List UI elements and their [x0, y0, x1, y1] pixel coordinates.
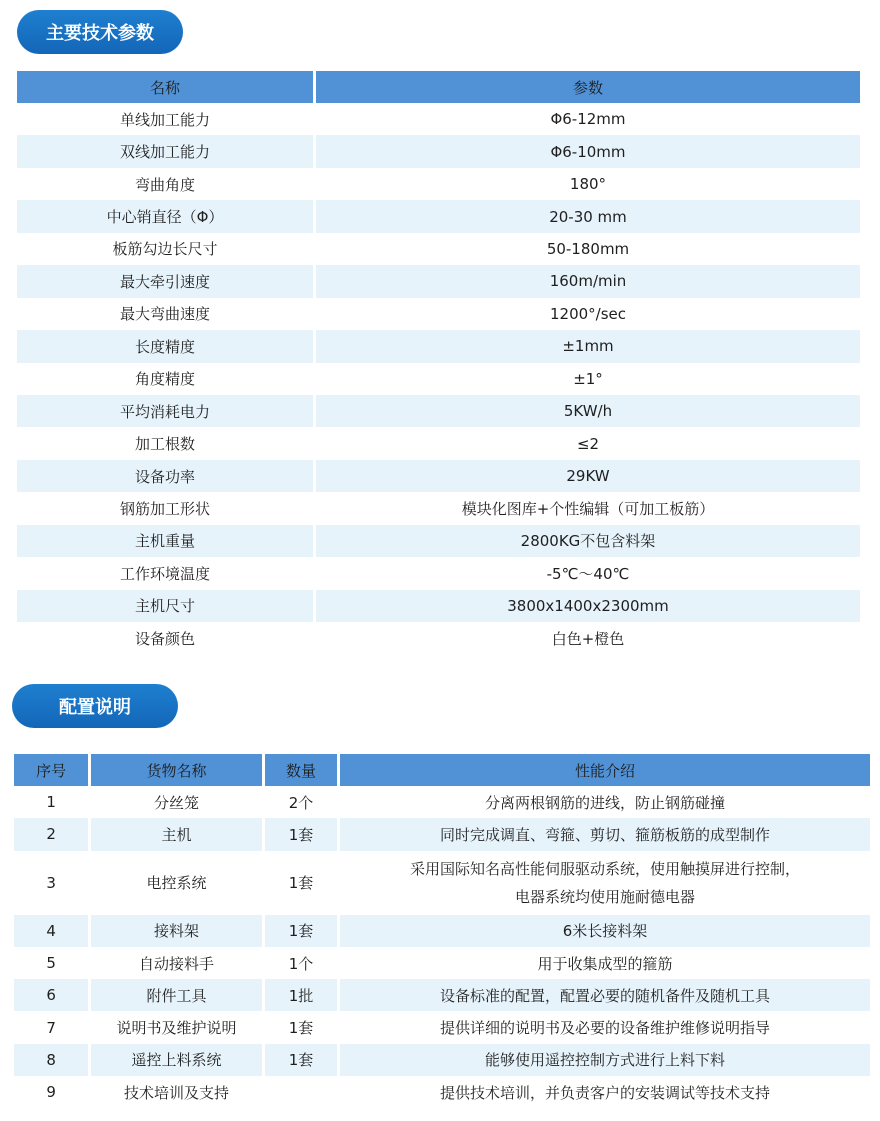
- description-cell: 能够使用遥控控制方式进行上料下料: [340, 1044, 870, 1076]
- spec-value-cell: Φ6-10mm: [316, 135, 860, 167]
- item-name-cell: 附件工具: [91, 979, 262, 1011]
- spec-value-cell: -5℃～40℃: [546, 564, 630, 583]
- table-row: [17, 265, 860, 297]
- table-row: [17, 200, 860, 232]
- table-row: [17, 557, 860, 589]
- spec-name-cell: 主机尺寸: [17, 590, 313, 622]
- item-name-cell: 技术培训及支持: [124, 1083, 230, 1102]
- description-cell: 提供技术培训，并负责客户的安装调试等技术支持: [440, 1083, 771, 1102]
- column-header-value: 参数: [316, 71, 860, 103]
- quantity-cell: 1套: [265, 915, 337, 947]
- spec-name-cell: 长度精度: [17, 330, 313, 362]
- spec-value-cell: ±1°: [573, 369, 603, 388]
- column-header-name: 名称: [17, 71, 313, 103]
- table-row: [17, 460, 860, 492]
- table-row: [14, 818, 870, 850]
- index-cell: 8: [14, 1044, 88, 1076]
- table-row: [17, 622, 860, 654]
- quantity-cell: 1批: [265, 979, 337, 1011]
- index-cell: 6: [14, 979, 88, 1011]
- spec-name-cell: 设备颜色: [134, 629, 195, 648]
- table-row: [14, 851, 870, 915]
- item-name-cell: 电控系统: [146, 873, 207, 892]
- index-cell: 1: [46, 793, 56, 812]
- quantity-cell: 1套: [288, 873, 314, 892]
- column-header-qty: 数量: [265, 754, 337, 786]
- table-row: [17, 135, 860, 167]
- table-row: [17, 525, 860, 557]
- spec-value-cell: ≤2: [576, 434, 600, 453]
- quantity-cell: 1套: [265, 818, 337, 850]
- item-name-cell: 分丝笼: [154, 793, 200, 812]
- description-cell: 同时完成调直、弯箍、剪切、箍筋板筋的成型制作: [340, 818, 870, 850]
- index-cell: 9: [46, 1083, 56, 1102]
- spec-name-cell: 弯曲角度: [134, 175, 195, 194]
- table-row: [14, 947, 870, 979]
- table-row: [17, 395, 860, 427]
- column-header-desc: 性能介绍: [340, 754, 870, 786]
- table-row: [14, 786, 870, 818]
- section-title-config: 配置说明: [12, 684, 178, 728]
- spec-name-cell: 钢筋加工形状: [119, 499, 210, 518]
- spec-value-cell: 20-30 mm: [316, 200, 860, 232]
- column-header-index: 序号: [14, 754, 88, 786]
- spec-name-cell: 角度精度: [134, 370, 195, 389]
- description-cell: 分离两根钢筋的进线，防止钢筋碰撞: [485, 793, 726, 812]
- quantity-cell: [265, 1076, 337, 1108]
- spec-name-cell: 双线加工能力: [17, 135, 313, 167]
- description-cell: 提供详细的说明书及必要的设备维护维修说明指导: [440, 1019, 771, 1038]
- table-row: [17, 168, 860, 200]
- description-cell: 设备标准的配置，配置必要的随机备件及随机工具: [340, 979, 870, 1011]
- index-cell: 4: [14, 915, 88, 947]
- spec-name-cell: 加工根数: [134, 435, 195, 454]
- spec-name-cell: 单线加工能力: [119, 110, 210, 129]
- spec-name-cell: 平均消耗电力: [17, 395, 313, 427]
- spec-value-cell: 180°: [569, 175, 607, 194]
- index-cell: 5: [46, 954, 56, 973]
- spec-name-cell: 中心销直径（Φ）: [17, 200, 313, 232]
- spec-value-cell: 50-180mm: [546, 239, 630, 258]
- item-name-cell: 接料架: [91, 915, 262, 947]
- section-title-specs: 主要技术参数: [17, 10, 183, 54]
- table-row: [17, 103, 860, 135]
- index-cell: 3: [46, 873, 56, 892]
- spec-value-cell: Φ6-12mm: [550, 110, 626, 129]
- specs-table: [14, 71, 863, 654]
- table-row: [17, 363, 860, 395]
- table-row: [17, 492, 860, 524]
- spec-value-cell: 2800KG不包含料架: [316, 525, 860, 557]
- table-row: [14, 1076, 870, 1108]
- spec-name-cell: 最大弯曲速度: [119, 305, 210, 324]
- item-name-cell: 自动接料手: [139, 954, 215, 973]
- spec-value-cell: 模块化图库+个性编辑（可加工板筋）: [461, 499, 715, 518]
- table-row: [17, 427, 860, 459]
- table-row: [17, 590, 860, 622]
- index-cell: 7: [46, 1018, 56, 1037]
- spec-value-cell: 1200°/sec: [549, 304, 627, 323]
- quantity-cell: 1套: [265, 1044, 337, 1076]
- quantity-cell: 2个: [288, 793, 314, 812]
- column-header-item: 货物名称: [91, 754, 262, 786]
- spec-name-cell: 主机重量: [17, 525, 313, 557]
- spec-name-cell: 设备功率: [17, 460, 313, 492]
- quantity-cell: 1套: [288, 1019, 314, 1038]
- spec-value-cell: 160m/min: [316, 265, 860, 297]
- table-row: [17, 233, 860, 265]
- description-line: 电器系统均使用施耐德电器: [515, 887, 696, 906]
- item-name-cell: 遥控上料系统: [91, 1044, 262, 1076]
- item-name-cell: 说明书及维护说明: [116, 1019, 237, 1038]
- spec-name-cell: 工作环境温度: [119, 564, 210, 583]
- table-row: [17, 330, 860, 362]
- table-row: [14, 1011, 870, 1043]
- item-name-cell: 主机: [91, 818, 262, 850]
- table-row: [14, 1044, 870, 1076]
- spec-name-cell: 最大牵引速度: [17, 265, 313, 297]
- description-cell: 6米长接料架: [340, 915, 870, 947]
- table-row: [14, 979, 870, 1011]
- spec-value-cell: 29KW: [316, 460, 860, 492]
- spec-value-cell: 3800x1400x2300mm: [316, 590, 860, 622]
- table-row: [14, 915, 870, 947]
- table-row: [17, 298, 860, 330]
- description-line: 采用国际知名高性能伺服驱动系统，使用触摸屏进行控制，: [410, 859, 801, 878]
- spec-value-cell: 白色+橙色: [551, 629, 625, 648]
- description-cell: 用于收集成型的箍筋: [537, 954, 673, 973]
- description-cell: [340, 851, 870, 915]
- spec-value-cell: 5KW/h: [316, 395, 860, 427]
- spec-name-cell: 板筋勾边长尺寸: [112, 240, 218, 259]
- spec-value-cell: ±1mm: [316, 330, 860, 362]
- config-table: [11, 754, 873, 1108]
- index-cell: 2: [14, 818, 88, 850]
- quantity-cell: 1个: [288, 954, 314, 973]
